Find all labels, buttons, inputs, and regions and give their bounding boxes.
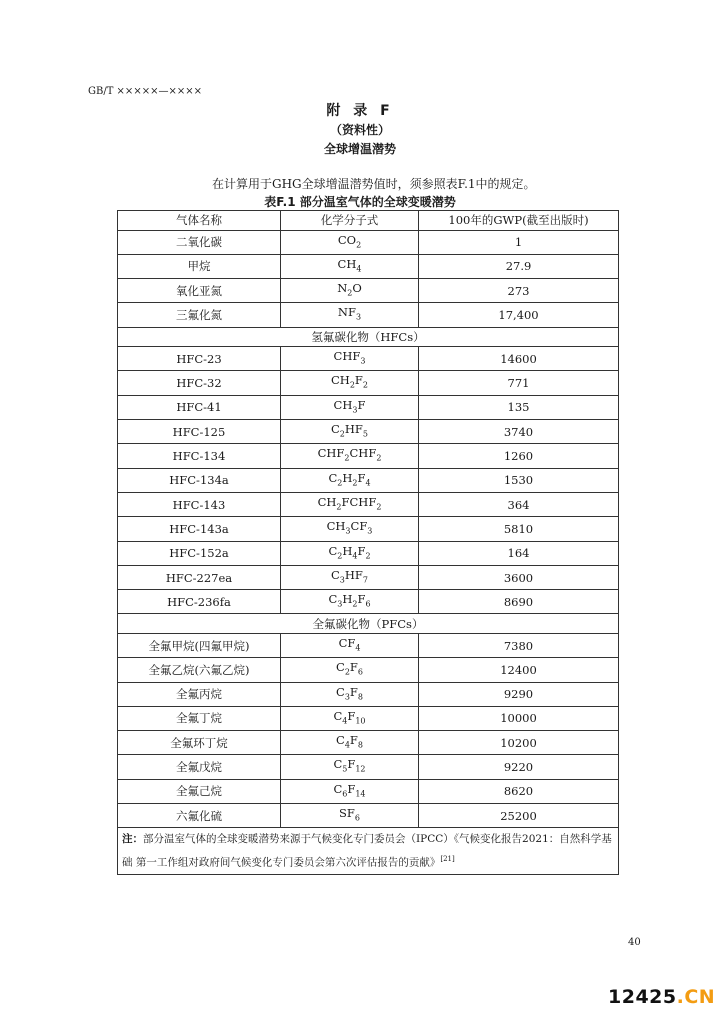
group-heading: 氢氟碳化物（HFCs） (118, 327, 619, 347)
formula-part: 6 (357, 667, 363, 677)
formula-part: CHF (333, 349, 361, 364)
gwp-value-cell: 9220 (419, 755, 619, 779)
formula-cell (281, 254, 419, 278)
formula-part: C (330, 422, 340, 437)
gwp-value-cell: 771 (419, 371, 619, 395)
formula-part: 2 (376, 502, 382, 512)
formula-part: 8 (357, 691, 363, 701)
formula-part: C (328, 543, 338, 558)
formula-part: C (336, 660, 345, 675)
table-row (118, 444, 619, 468)
gas-name-cell: HFC-134 (118, 444, 281, 468)
intro-paragraph: 在计算用于GHG全球增温潜势值时，须参照表F.1中的规定。 (212, 177, 536, 191)
gas-name-cell: HFC-125 (118, 420, 281, 444)
table-row (118, 517, 619, 541)
gwp-value-cell: 1260 (419, 444, 619, 468)
formula-cell (281, 779, 419, 803)
formula-part: C (333, 708, 343, 723)
formula-part: C (328, 470, 338, 485)
formula-part: 4 (344, 740, 350, 750)
formula-part: F (349, 733, 358, 748)
gas-name-cell: HFC-143a (118, 517, 281, 541)
note-text: 部分温室气体的全球变暖潜势来源于气候变化专门委员会（IPCC）《气候变化报告2021：自然科学基础 第一工作组对政府间气候变化专门委员会第六次评估报告的贡献》 (122, 833, 612, 869)
formula-cell (281, 633, 419, 657)
formula-part: F (349, 684, 358, 699)
gwp-value-cell: 9290 (419, 682, 619, 706)
annex-subject: 全球增温潜势 (323, 142, 396, 156)
formula-cell (281, 230, 419, 254)
gas-name-cell: HFC-41 (118, 395, 281, 419)
formula-part: 7 (362, 575, 368, 585)
table-note (118, 828, 619, 875)
table-row (118, 682, 619, 706)
formula-part: 12 (355, 764, 366, 774)
formula-cell (281, 541, 419, 565)
note-reference: [21] (440, 855, 455, 864)
gwp-value-cell: 364 (419, 492, 619, 516)
table-row (118, 468, 619, 492)
gwp-value-cell: 135 (419, 395, 619, 419)
page-number: 40 (628, 937, 641, 948)
formula-part: F (347, 708, 356, 723)
formula-part: H (342, 543, 353, 558)
formula-part: 3 (345, 526, 351, 536)
gas-name-cell: HFC-23 (118, 347, 281, 371)
gwp-value-cell: 7380 (419, 633, 619, 657)
gwp-value-cell: 8690 (419, 590, 619, 614)
gas-name-cell: 全氟乙烷(六氟乙烷) (118, 658, 281, 682)
formula-part: CH (333, 397, 353, 412)
formula-part: C (330, 567, 340, 582)
formula-part: 3 (339, 575, 345, 585)
formula-part: 2 (376, 453, 382, 463)
formula-part: 2 (344, 453, 350, 463)
gwp-value-cell: 17,400 (419, 303, 619, 327)
formula-part: C (333, 757, 343, 772)
formula-part: 2 (337, 550, 343, 560)
gas-name-cell: HFC-143 (118, 492, 281, 516)
table-row (118, 347, 619, 371)
formula-part: 3 (352, 405, 358, 415)
formula-cell (281, 492, 419, 516)
gwp-value-cell: 27.9 (419, 254, 619, 278)
formula-part: NF (337, 305, 356, 320)
gwp-value-cell: 14600 (419, 347, 619, 371)
group-heading-row (118, 614, 619, 634)
formula-part: N (337, 281, 348, 296)
gwp-value-cell: 10000 (419, 706, 619, 730)
gas-name-cell: 全氟己烷 (118, 779, 281, 803)
formula-part: 10 (355, 716, 366, 726)
site-watermark (608, 986, 715, 1008)
formula-part: HF (344, 567, 363, 582)
table-row (118, 565, 619, 589)
formula-part: 4 (355, 643, 361, 653)
note-row (118, 828, 619, 875)
annex-type: （资料性） (329, 123, 390, 137)
formula-cell (281, 590, 419, 614)
formula-cell (281, 347, 419, 371)
column-header: 100年的GWP(截至出版时) (419, 211, 619, 231)
table-row (118, 779, 619, 803)
gas-name-cell: HFC-32 (118, 371, 281, 395)
formula-cell (281, 658, 419, 682)
formula-part: 2 (352, 599, 358, 609)
formula-part: 2 (365, 550, 371, 560)
formula-part: CF (338, 635, 356, 650)
group-heading: 全氟碳化物（PFCs） (118, 614, 619, 634)
formula-part: CO (337, 232, 357, 247)
formula-part: 4 (352, 550, 358, 560)
formula-part: 6 (342, 789, 348, 799)
formula-part: CH (331, 373, 350, 388)
formula-part: C (336, 684, 345, 699)
formula-part: 6 (365, 599, 371, 609)
table-row (118, 590, 619, 614)
formula-part: 2 (336, 502, 342, 512)
gwp-table (117, 210, 619, 875)
formula-part: C (336, 733, 345, 748)
gas-name-cell: HFC-236fa (118, 590, 281, 614)
formula-part: 3 (344, 691, 350, 701)
formula-part: CHF (317, 446, 345, 461)
gas-name-cell: 全氟戊烷 (118, 755, 281, 779)
gwp-value-cell: 5810 (419, 517, 619, 541)
formula-part: 3 (355, 312, 362, 322)
table-row (118, 706, 619, 730)
gwp-value-cell: 8620 (419, 779, 619, 803)
formula-cell (281, 706, 419, 730)
table-row (118, 804, 619, 828)
formula-part: C (333, 781, 343, 796)
gas-name-cell: 全氟甲烷(四氟甲烷) (118, 633, 281, 657)
formula-part: F (347, 757, 356, 772)
formula-part: CH (326, 519, 346, 534)
table-row (118, 420, 619, 444)
formula-part: F (347, 781, 356, 796)
table-row (118, 731, 619, 755)
table-header-row (118, 211, 619, 231)
formula-part: F (349, 660, 358, 675)
table-row (118, 371, 619, 395)
table-row (118, 254, 619, 278)
formula-part: 2 (362, 380, 368, 390)
column-header: 气体名称 (118, 211, 281, 231)
gas-name-cell: 二氧化碳 (118, 230, 281, 254)
table-row (118, 279, 619, 303)
formula-part: 2 (344, 667, 350, 677)
table-row (118, 303, 619, 327)
column-header: 化学分子式 (281, 211, 419, 231)
gas-name-cell: 全氟丙烷 (118, 682, 281, 706)
gwp-value-cell: 3600 (419, 565, 619, 589)
formula-part: 2 (337, 477, 343, 487)
formula-part: H (342, 470, 353, 485)
formula-part: 4 (356, 264, 362, 274)
gas-name-cell: 全氟丁烷 (118, 706, 281, 730)
formula-cell (281, 468, 419, 492)
formula-part: FCHF (341, 494, 377, 509)
formula-part: 6 (354, 813, 360, 823)
formula-part: F (354, 373, 363, 388)
formula-part: F (357, 592, 366, 607)
gas-name-cell: 全氟环丁烷 (118, 731, 281, 755)
gwp-value-cell: 273 (419, 279, 619, 303)
formula-part: 3 (360, 356, 366, 366)
formula-part: 2 (347, 288, 353, 298)
formula-cell (281, 303, 419, 327)
gas-name-cell: 六氟化硫 (118, 804, 281, 828)
formula-part: H (342, 592, 353, 607)
gwp-value-cell: 164 (419, 541, 619, 565)
watermark-suffix: .CN (676, 986, 716, 1008)
formula-part: 2 (352, 477, 358, 487)
formula-part: F (357, 470, 366, 485)
formula-part: 2 (356, 239, 362, 249)
gas-name-cell: 甲烷 (118, 254, 281, 278)
gas-name-cell: HFC-134a (118, 468, 281, 492)
gas-name-cell: HFC-152a (118, 541, 281, 565)
formula-cell (281, 755, 419, 779)
table-row (118, 492, 619, 516)
formula-part: F (357, 397, 366, 412)
table-row (118, 395, 619, 419)
formula-part: O (352, 281, 362, 296)
formula-part: CH (317, 494, 337, 509)
table-row (118, 755, 619, 779)
table-row (118, 658, 619, 682)
gas-name-cell: 氧化亚氮 (118, 279, 281, 303)
table-row (118, 230, 619, 254)
formula-part: CHF (349, 446, 377, 461)
table-row (118, 541, 619, 565)
formula-cell (281, 395, 419, 419)
gwp-value-cell: 25200 (419, 804, 619, 828)
formula-cell (281, 565, 419, 589)
formula-part: 2 (339, 429, 345, 439)
formula-cell (281, 682, 419, 706)
gwp-value-cell: 10200 (419, 731, 619, 755)
formula-part: F (357, 543, 366, 558)
formula-cell (281, 279, 419, 303)
formula-part: 14 (355, 789, 366, 799)
formula-part: HF (344, 422, 363, 437)
formula-cell (281, 731, 419, 755)
formula-part: 5 (362, 429, 368, 439)
formula-part: 3 (367, 526, 373, 536)
formula-part: SF (339, 806, 355, 821)
formula-cell (281, 804, 419, 828)
group-heading-row (118, 327, 619, 347)
formula-cell (281, 444, 419, 468)
gas-name-cell: 三氟化氮 (118, 303, 281, 327)
formula-part: 8 (357, 740, 363, 750)
formula-part: CF (350, 519, 368, 534)
note-label: 注： (122, 833, 143, 846)
formula-part: 2 (349, 380, 355, 390)
annex-title: 附 录 F (326, 103, 394, 119)
gwp-value-cell: 1530 (419, 468, 619, 492)
formula-part: C (328, 592, 338, 607)
gas-name-cell: HFC-227ea (118, 565, 281, 589)
formula-part: 4 (365, 477, 371, 487)
gwp-value-cell: 3740 (419, 420, 619, 444)
gwp-value-cell: 12400 (419, 658, 619, 682)
table-title: 表F.1 部分温室气体的全球变暖潜势 (264, 195, 456, 209)
formula-cell (281, 371, 419, 395)
standard-number: GB/T ×××××—×××× (88, 86, 202, 97)
formula-part: 3 (337, 599, 343, 609)
table-row (118, 633, 619, 657)
watermark-main: 12425 (608, 986, 677, 1008)
formula-cell (281, 420, 419, 444)
formula-part: 5 (342, 764, 348, 774)
formula-part: CH (337, 256, 357, 271)
formula-part: 4 (342, 716, 348, 726)
gwp-value-cell: 1 (419, 230, 619, 254)
formula-cell (281, 517, 419, 541)
